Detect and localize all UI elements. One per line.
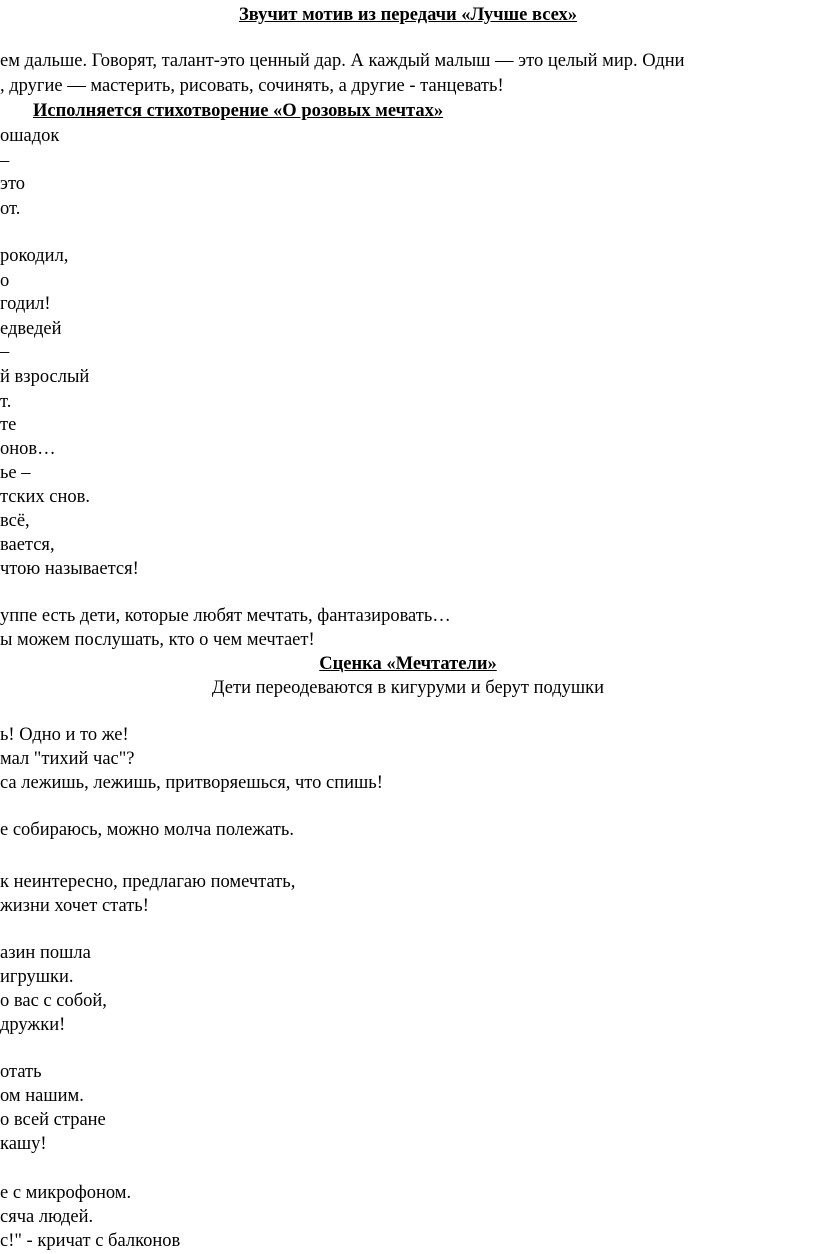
- poem-line: –: [0, 342, 10, 362]
- poem-line: й взрослый: [0, 367, 90, 387]
- poem-line: вается,: [0, 535, 55, 555]
- poem-line: от.: [0, 199, 21, 219]
- scene-line: азин пошла: [0, 943, 91, 963]
- poem-line: это: [0, 174, 26, 194]
- heading-scene: Сценка «Мечтатели»: [319, 654, 497, 674]
- poem-line: ье –: [0, 463, 31, 483]
- scene-line: жизни хочет стать!: [0, 896, 149, 916]
- poem-line: рокодил,: [0, 246, 69, 266]
- scene-line: о всей стране: [0, 1110, 106, 1130]
- scene-line: са лежишь, лежишь, притворяешься, что спишь!: [0, 773, 383, 793]
- poem-line: едведей: [0, 319, 62, 339]
- scene-line: к неинтересно, предлагаю помечтать,: [0, 872, 296, 892]
- scene-line: с!" - кричат с балконов: [0, 1231, 181, 1251]
- scene-line: сяча людей.: [0, 1207, 94, 1227]
- intro-line-1: ем дальше. Говорят, талант-это ценный дар. А каждый малыш — это целый мир. Одни: [0, 51, 685, 71]
- paragraph-line: уппе есть дети, которые любят мечтать, фантазировать…: [0, 606, 451, 626]
- poem-line: годил!: [0, 294, 51, 314]
- poem-line: чтою называется!: [0, 559, 139, 579]
- scene-line: игрушки.: [0, 967, 74, 987]
- poem-line: те: [0, 415, 17, 435]
- poem-line: т.: [0, 392, 12, 412]
- heading-best-of-all: Звучит мотив из передачи «Лучше всех»: [238, 5, 578, 25]
- poem-line: тских снов.: [0, 487, 91, 507]
- scene-line: е с микрофоном.: [0, 1183, 132, 1203]
- scene-line: е собираюсь, можно молча полежать.: [0, 820, 294, 840]
- scene-line: отать: [0, 1062, 42, 1082]
- poem-line: –: [0, 151, 10, 171]
- scene-line: ь! Одно и то же!: [0, 725, 129, 745]
- stage-direction: Дети переодеваются в кигуруми и берут подушки: [211, 678, 605, 698]
- intro-line-2: , другие — мастерить, рисовать, сочинять, а другие - танцевать!: [0, 76, 504, 96]
- scene-line: о вас с собой,: [0, 991, 107, 1011]
- scene-line: дружки!: [0, 1015, 66, 1035]
- poem-line: онов…: [0, 439, 56, 459]
- heading-poem: Исполняется стихотворение «О розовых мечтах»: [33, 101, 444, 121]
- poem-line: всё,: [0, 511, 30, 531]
- scene-line: кашу!: [0, 1134, 47, 1154]
- poem-line: о: [0, 271, 10, 291]
- scene-line: мал "тихий час"?: [0, 749, 135, 769]
- paragraph-line: ы можем послушать, кто о чем мечтает!: [0, 630, 315, 650]
- scene-line: ом нашим.: [0, 1086, 84, 1106]
- poem-line: ошадок: [0, 126, 60, 146]
